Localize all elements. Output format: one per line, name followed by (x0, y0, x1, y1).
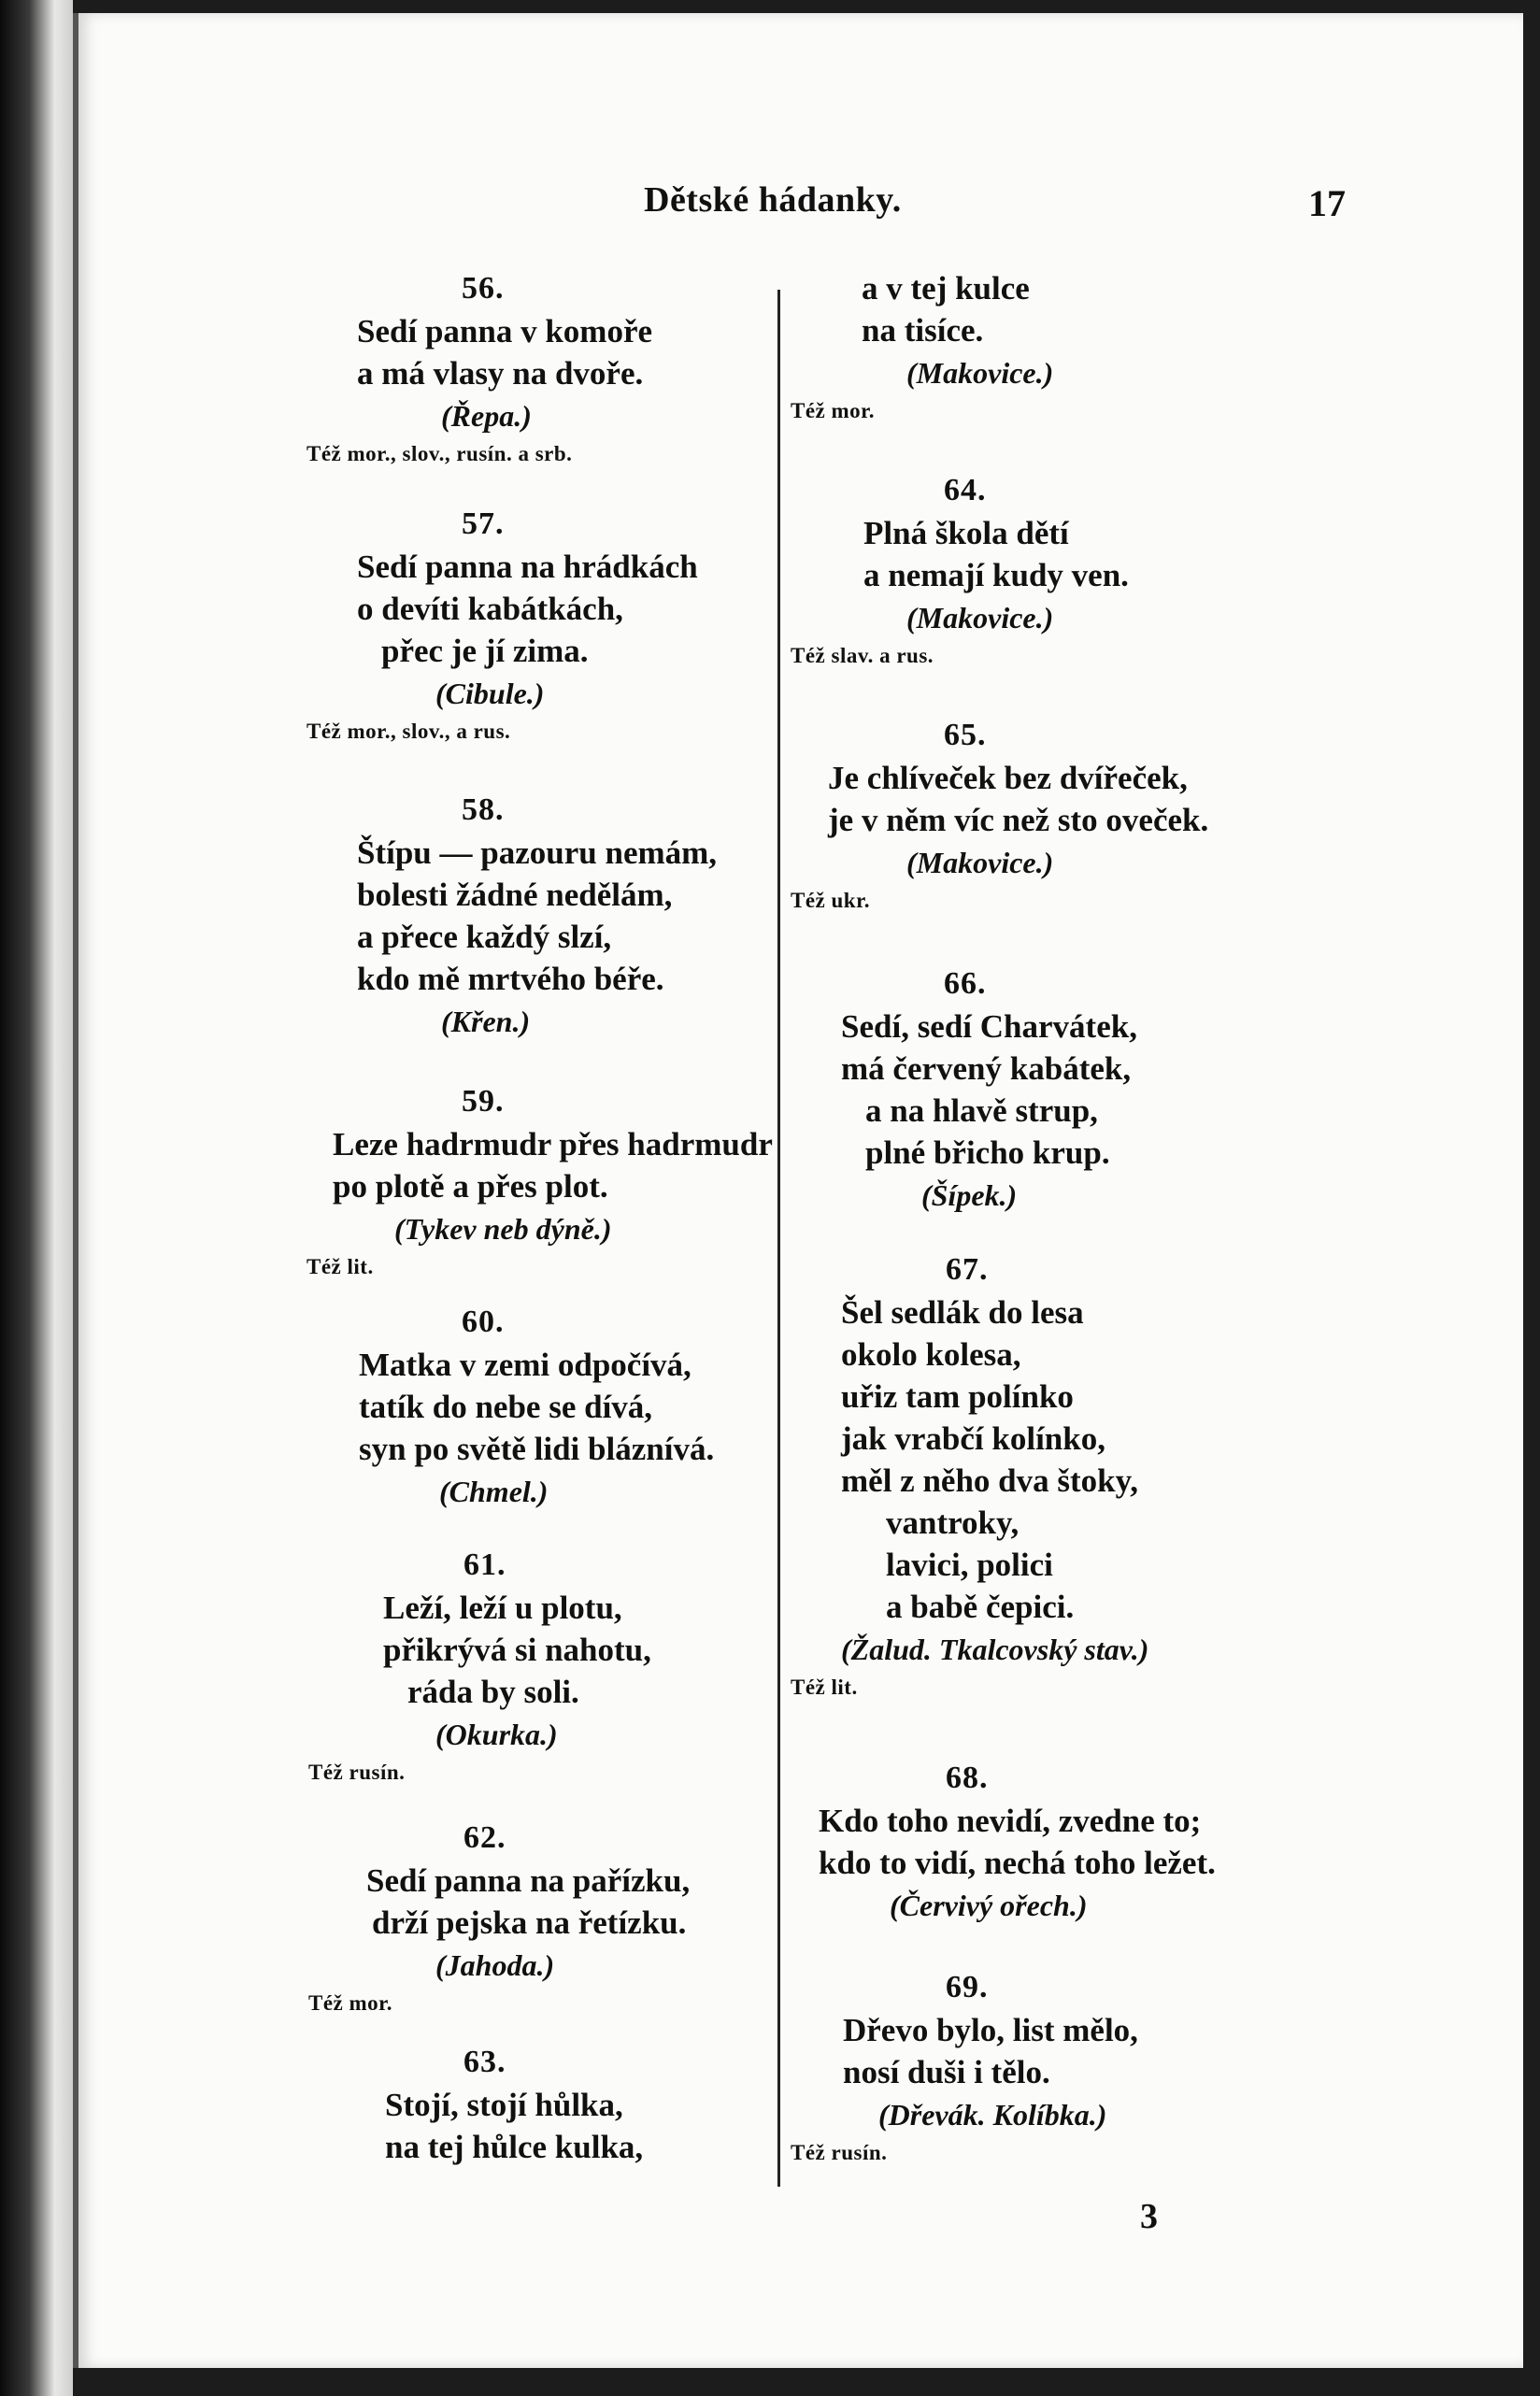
riddle-note: Též lit. (791, 1676, 858, 1699)
riddle-line: Sedí panna v komoře (357, 313, 653, 349)
riddle-number: 56. (462, 271, 505, 306)
riddle-line: měl z něho dva štoky, (841, 1462, 1138, 1499)
riddle-answer: (Makovice.) (906, 356, 1054, 390)
riddle-number: 61. (463, 1547, 506, 1582)
riddle-line: Je chlíveček bez dvířeček, (828, 760, 1188, 796)
riddle-line: Plná škola dětí (863, 515, 1069, 551)
riddle-63-continued (791, 267, 1463, 428)
riddle-number: 65. (944, 718, 987, 752)
riddle-line: Leze hadrmudr přes hadrmudr (333, 1126, 773, 1162)
page-number: 17 (1308, 182, 1346, 224)
riddle-note: Též rusín. (308, 1761, 406, 1784)
riddle-62 (191, 1817, 770, 2020)
riddle-line: vantroky, (886, 1505, 1020, 1541)
riddle-line: po plotě a přes plot. (333, 1168, 608, 1205)
riddle-68 (791, 1757, 1463, 1927)
riddle-69 (791, 1966, 1463, 2170)
riddle-line: a nemají kudy ven. (863, 557, 1129, 593)
riddle-answer: (Okurka.) (435, 1718, 558, 1751)
riddle-number: 57. (462, 506, 505, 541)
riddle-line: tatík do nebe se dívá, (359, 1389, 653, 1425)
riddle-line: kdo mě mrtvého béře. (357, 961, 664, 997)
riddle-answer: (Řepa.) (441, 399, 532, 433)
riddle-note: Též mor., slov., rusín. a srb. (307, 442, 573, 465)
riddle-note: Též lit. (307, 1255, 374, 1278)
riddle-note: Též mor. (308, 1991, 393, 2015)
riddle-answer: (Cibule.) (435, 677, 545, 710)
riddle-line: je v něm víc než sto oveček. (828, 802, 1209, 838)
riddle-line: a v tej kulce (862, 270, 1030, 307)
riddle-line: uřiz tam polínko (841, 1378, 1074, 1415)
riddle-line: Sedí panna na hrádkách (357, 549, 698, 585)
riddle-note: Též rusín. (791, 2141, 888, 2164)
riddle-line: Leží, leží u plotu, (383, 1590, 622, 1626)
running-title: Dětské hádanky. (644, 180, 902, 220)
riddle-line: a babě čepici. (886, 1589, 1075, 1625)
riddle-57 (191, 503, 770, 749)
riddle-number: 62. (463, 1820, 506, 1855)
riddle-answer: (Makovice.) (906, 846, 1054, 879)
riddle-line: okolo kolesa, (841, 1336, 1021, 1373)
riddle-line: a na hlavě strup, (865, 1092, 1098, 1129)
riddle-note: Též slav. a rus. (791, 644, 934, 667)
page-header (78, 179, 1523, 235)
riddle-line: a přece každý slzí, (357, 919, 612, 955)
riddle-number: 68. (946, 1761, 989, 1795)
riddle-answer: (Jahoda.) (435, 1948, 555, 1982)
riddle-65 (791, 714, 1463, 918)
riddle-line: Matka v zemi odpočívá, (359, 1347, 692, 1383)
riddle-line: ráda by soli. (407, 1674, 579, 1710)
riddle-answer: (Šípek.) (921, 1178, 1018, 1212)
riddle-number: 58. (462, 792, 505, 827)
riddle-note: Též ukr. (791, 889, 870, 912)
riddle-line: Stojí, stojí hůlka, (385, 2087, 623, 2123)
riddle-answer: (Červivý ořech.) (890, 1889, 1088, 1922)
signature-mark: 3 (1140, 2197, 1158, 2236)
riddle-line: Sedí, sedí Charvátek, (841, 1008, 1137, 1045)
riddle-answer: (Dřevák. Kolíbka.) (878, 2098, 1107, 2132)
binding-edge (0, 0, 73, 2396)
riddle-line: plné břicho krup. (865, 1134, 1110, 1171)
riddle-line: nosí duši i tělo. (843, 2054, 1050, 2090)
riddle-line: přec je jí zima. (381, 633, 589, 669)
riddle-line: syn po světě lidi bláznívá. (359, 1431, 715, 1467)
riddle-line: bolesti žádné nedělám, (357, 877, 673, 913)
book-page (73, 13, 1523, 2368)
riddle-line: přikrývá si nahotu, (383, 1632, 651, 1668)
riddle-number: 59. (462, 1084, 505, 1119)
riddle-number: 64. (944, 473, 987, 507)
riddle-number: 69. (946, 1970, 989, 2004)
riddle-56 (191, 267, 770, 471)
riddle-line: drží pejska na řetízku. (372, 1904, 687, 1941)
riddle-line: Sedí panna na pařízku, (366, 1862, 691, 1899)
riddle-note: Též mor., slov., a rus. (307, 720, 511, 743)
riddle-number: 60. (462, 1305, 505, 1339)
riddle-line: na tisíce. (862, 312, 984, 349)
riddle-answer: (Chmel.) (439, 1475, 549, 1508)
riddle-66 (791, 963, 1463, 1217)
riddle-line: na tej hůlce kulka, (385, 2129, 644, 2165)
riddle-answer: (Křen.) (441, 1005, 531, 1038)
riddle-line: o devíti kabátkách, (357, 591, 623, 627)
riddle-59 (191, 1080, 773, 1284)
riddle-note: Též mor. (791, 399, 876, 422)
riddle-67 (791, 1248, 1463, 1704)
riddle-line: Štípu — pazouru nemám, (357, 834, 718, 871)
riddle-line: kdo to vidí, nechá toho ležet. (819, 1845, 1216, 1881)
riddle-58 (191, 789, 770, 1043)
riddle-answer: (Makovice.) (906, 601, 1054, 635)
riddle-answer: (Tykev neb dýně.) (394, 1212, 612, 1246)
riddle-line: Šel sedlák do lesa (841, 1294, 1084, 1331)
riddle-line: Kdo toho nevidí, zvedne to; (819, 1803, 1202, 1839)
column-divider (777, 290, 780, 2187)
riddle-60 (191, 1301, 770, 1513)
riddle-line: a má vlasy na dvoře. (357, 355, 644, 392)
riddle-number: 66. (944, 966, 987, 1001)
riddle-line: lavici, polici (886, 1547, 1053, 1583)
riddle-line: má červený kabátek, (841, 1050, 1132, 1087)
riddle-61 (191, 1544, 770, 1790)
riddle-64 (791, 469, 1463, 673)
riddle-line: Dřevo bylo, list mělo, (843, 2012, 1138, 2048)
riddle-number: 63. (463, 2045, 506, 2079)
riddle-number: 67. (946, 1252, 989, 1287)
riddle-line: jak vrabčí kolínko, (841, 1420, 1105, 1457)
riddle-answer: (Žalud. Tkalcovský stav.) (841, 1633, 1149, 1666)
riddle-63 (191, 2041, 770, 2168)
